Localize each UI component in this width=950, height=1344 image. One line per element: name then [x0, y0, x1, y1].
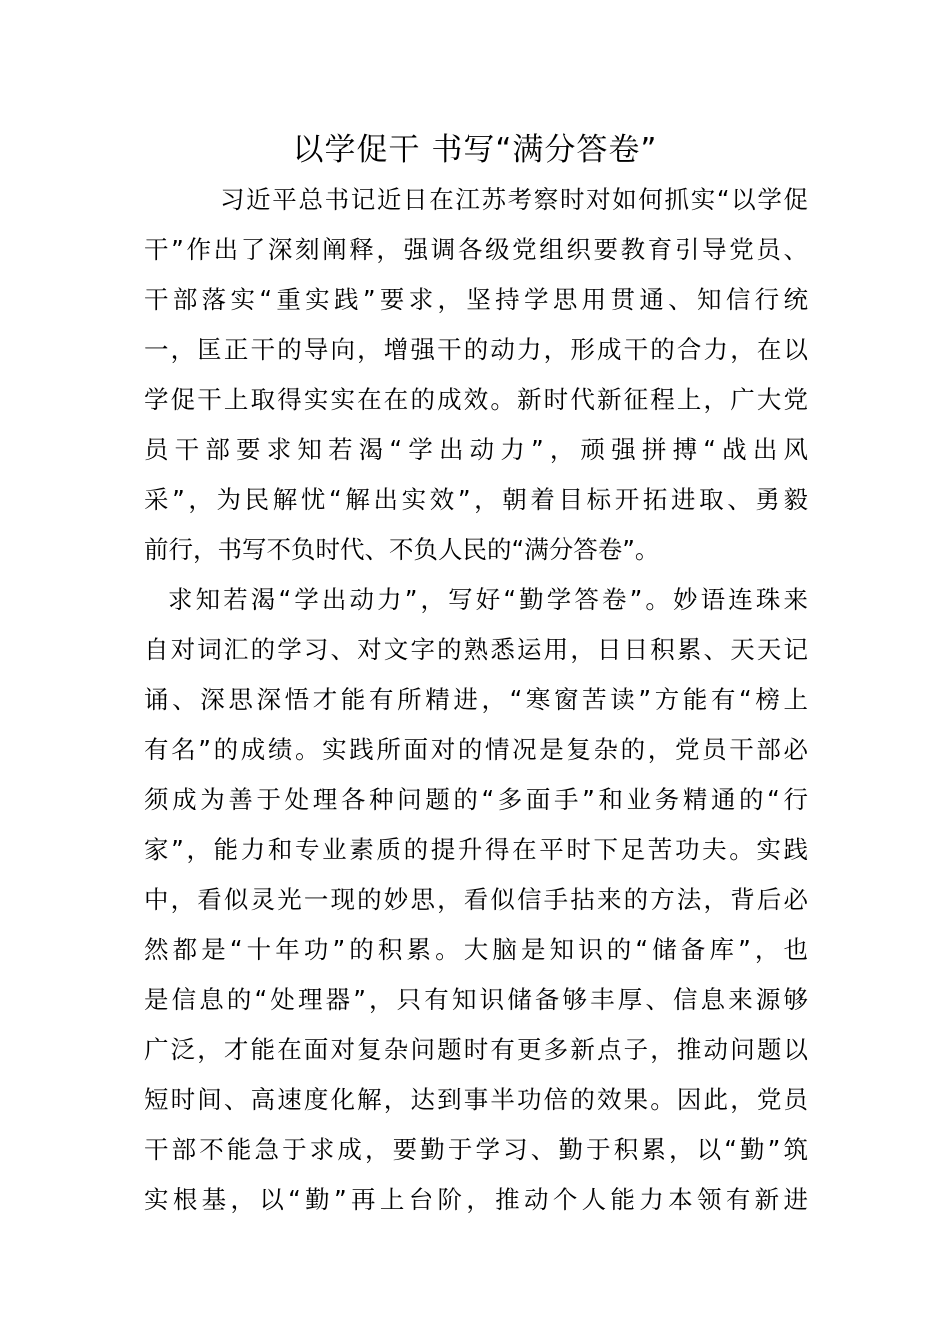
paragraph-line: 前行，书写不负时代、不负人民的“满分答卷”。	[144, 535, 660, 564]
paragraph-line: 学促干上取得实实在在的成效。新时代新征程上，广大党	[144, 385, 808, 414]
paragraph-line: 干部落实“重实践”要求，坚持学思用贯通、知信行统	[144, 285, 808, 314]
paragraph-line: 广泛，才能在面对复杂问题时有更多新点子，推动问题以	[144, 1035, 808, 1064]
paragraph-line: 员干部要求知若渴“学出动力”，顽强拼搏“战出风	[144, 435, 808, 464]
paragraph-line: 实根基，以“勤”再上台阶，推动个人能力本领有新进	[144, 1185, 808, 1214]
paragraph-line: 求知若渴“学出动力”，写好“勤学答卷”。妙语连珠来	[168, 585, 808, 614]
paragraph-line: 须成为善于处理各种问题的“多面手”和业务精通的“行	[144, 785, 808, 814]
paragraph-line: 干部不能急于求成，要勤于学习、勤于积累，以“勤”筑	[144, 1135, 808, 1164]
paragraph-line: 采”，为民解忧“解出实效”，朝着目标开拓进取、勇毅	[144, 485, 808, 514]
paragraph-line: 一，匡正干的导向，增强干的动力，形成干的合力，在以	[144, 335, 808, 364]
paragraph-line: 然都是“十年功”的积累。大脑是知识的“储备库”，也	[144, 935, 808, 964]
paragraph-line: 诵、深思深悟才能有所精进，“寒窗苦读”方能有“榜上	[144, 685, 808, 714]
paragraph-line: 干”作出了深刻阐释，强调各级党组织要教育引导党员、	[144, 235, 808, 264]
paragraph-line: 习近平总书记近日在江苏考察时对如何抓实“以学促	[220, 185, 808, 214]
paragraph-line: 自对词汇的学习、对文字的熟悉运用，日日积累、天天记	[144, 635, 808, 664]
page-title: 以学促干 书写“满分答卷”	[292, 132, 658, 168]
paragraph-line: 中，看似灵光一现的妙思，看似信手拈来的方法，背后必	[144, 885, 808, 914]
paragraph-line: 家”，能力和专业素质的提升得在平时下足苦功夫。实践	[144, 835, 808, 864]
paragraph-line: 有名”的成绩。实践所面对的情况是复杂的，党员干部必	[144, 735, 808, 764]
paragraph-line: 短时间、高速度化解，达到事半功倍的效果。因此，党员	[144, 1085, 808, 1114]
paragraph-line: 是信息的“处理器”，只有知识储备够丰厚、信息来源够	[144, 985, 808, 1014]
